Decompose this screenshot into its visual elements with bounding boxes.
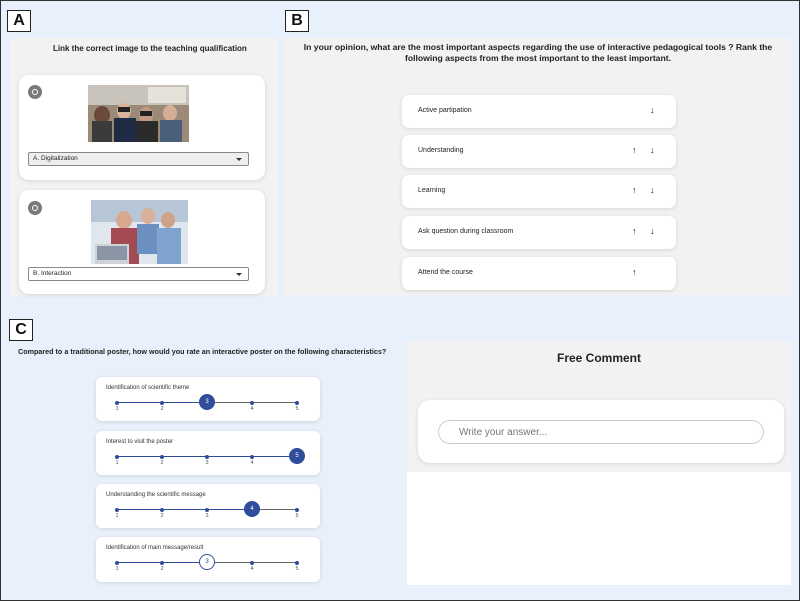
arrow-down-icon[interactable]: ↓ bbox=[650, 226, 655, 236]
arrow-up-icon[interactable]: ↑ bbox=[632, 226, 637, 236]
slider-fill bbox=[117, 509, 252, 510]
rank-item-label: Understanding bbox=[418, 147, 464, 154]
arrow-down-icon[interactable]: ↓ bbox=[650, 145, 655, 155]
slider-stop[interactable] bbox=[205, 508, 209, 512]
arrow-up-icon[interactable]: ↑ bbox=[632, 145, 637, 155]
rating-slider-card bbox=[96, 537, 320, 582]
rank-item-label: Attend the course bbox=[418, 269, 473, 276]
free-comment-title: Free Comment bbox=[556, 351, 642, 365]
classroom-photo bbox=[88, 85, 189, 142]
select-value: B. Interaction bbox=[33, 270, 72, 277]
slider-stop[interactable] bbox=[250, 561, 254, 565]
slider-handle[interactable]: 3 bbox=[199, 554, 215, 570]
slider-stop[interactable] bbox=[250, 401, 254, 405]
slider-tick-label: 3 bbox=[205, 460, 209, 466]
rank-item-label: Active partipation bbox=[418, 107, 472, 114]
rank-item[interactable] bbox=[402, 95, 676, 128]
slider-stop[interactable] bbox=[160, 455, 164, 459]
slider-handle[interactable]: 3 bbox=[199, 394, 215, 410]
zoom-icon[interactable] bbox=[28, 201, 42, 215]
slider-stop[interactable] bbox=[160, 508, 164, 512]
rank-item[interactable] bbox=[402, 257, 676, 290]
comment-panel-lower bbox=[407, 472, 791, 585]
qualification-select-1[interactable] bbox=[28, 152, 249, 166]
rank-item[interactable] bbox=[402, 135, 676, 168]
ranking-question: In your opinion, what are the most important aspects regarding the use of interactive pedagogical tools ? Rank the following aspects from the most important to the least important. bbox=[303, 42, 773, 63]
slider-tick-label: 4 bbox=[250, 406, 254, 412]
zoom-icon[interactable] bbox=[28, 85, 42, 99]
panel-label-c: C bbox=[9, 319, 33, 341]
slider-tick-label: 1 bbox=[115, 406, 119, 412]
slider-stop[interactable] bbox=[250, 455, 254, 459]
qualification-select-2[interactable] bbox=[28, 267, 249, 281]
slider-stop[interactable] bbox=[295, 561, 299, 565]
slider-stop[interactable] bbox=[295, 508, 299, 512]
arrow-up-icon[interactable]: ↑ bbox=[632, 267, 637, 277]
rating-slider-card bbox=[96, 431, 320, 475]
rank-item-label: Ask question during classroom bbox=[418, 228, 514, 235]
slider-handle[interactable]: 4 bbox=[244, 501, 260, 517]
slider-tick-label: 4 bbox=[250, 566, 254, 572]
slider-stop[interactable] bbox=[115, 561, 119, 565]
slider-label: Identification of main message/result bbox=[106, 545, 204, 551]
rating-slider-card bbox=[96, 377, 320, 421]
slider-tick-label: 2 bbox=[160, 406, 164, 412]
arrow-down-icon[interactable]: ↓ bbox=[650, 105, 655, 115]
rating-question: Compared to a traditional poster, how would you rate an interactive poster on the following characteristics? bbox=[18, 347, 387, 356]
rank-item[interactable] bbox=[402, 175, 676, 208]
slider-tick-label: 4 bbox=[250, 460, 254, 466]
slider-stop[interactable] bbox=[115, 508, 119, 512]
panel-a-title: Link the correct image to the teaching qualification bbox=[53, 44, 247, 53]
comment-input[interactable] bbox=[438, 420, 764, 444]
meeting-photo bbox=[91, 200, 188, 264]
rank-item-label: Learning bbox=[418, 187, 446, 194]
panel-label-b: B bbox=[285, 10, 309, 32]
slider-tick-label: 3 bbox=[205, 513, 209, 519]
slider-stop[interactable] bbox=[205, 455, 209, 459]
image-match-card-1 bbox=[19, 75, 265, 180]
chevron-down-icon bbox=[236, 158, 242, 161]
arrow-up-icon[interactable]: ↑ bbox=[632, 185, 637, 195]
rating-slider-card bbox=[96, 484, 320, 528]
slider-tick-label: 1 bbox=[115, 460, 119, 466]
slider-tick-label: 5 bbox=[295, 513, 299, 519]
image-match-card-2 bbox=[19, 190, 265, 294]
select-value: A. Digitalization bbox=[33, 155, 78, 162]
slider-tick-label: 5 bbox=[295, 566, 299, 572]
slider-handle[interactable]: 5 bbox=[289, 448, 305, 464]
slider-tick-label: 2 bbox=[160, 566, 164, 572]
slider-stop[interactable] bbox=[160, 561, 164, 565]
slider-stop[interactable] bbox=[115, 455, 119, 459]
arrow-down-icon[interactable]: ↓ bbox=[650, 185, 655, 195]
slider-tick-label: 2 bbox=[160, 460, 164, 466]
slider-stop[interactable] bbox=[295, 401, 299, 405]
slider-tick-label: 1 bbox=[115, 513, 119, 519]
slider-tick-label: 5 bbox=[295, 406, 299, 412]
chevron-down-icon bbox=[236, 273, 242, 276]
slider-label: Understanding the scientific message bbox=[106, 492, 206, 498]
slider-label: Identification of scientific theme bbox=[106, 385, 190, 391]
slider-stop[interactable] bbox=[160, 401, 164, 405]
slider-label: Interest to visit the poster bbox=[106, 439, 174, 445]
rank-item[interactable] bbox=[402, 216, 676, 249]
comment-card bbox=[418, 400, 784, 463]
panel-label-a: A bbox=[7, 10, 31, 32]
slider-tick-label: 2 bbox=[160, 513, 164, 519]
slider-tick-label: 1 bbox=[115, 566, 119, 572]
slider-stop[interactable] bbox=[115, 401, 119, 405]
